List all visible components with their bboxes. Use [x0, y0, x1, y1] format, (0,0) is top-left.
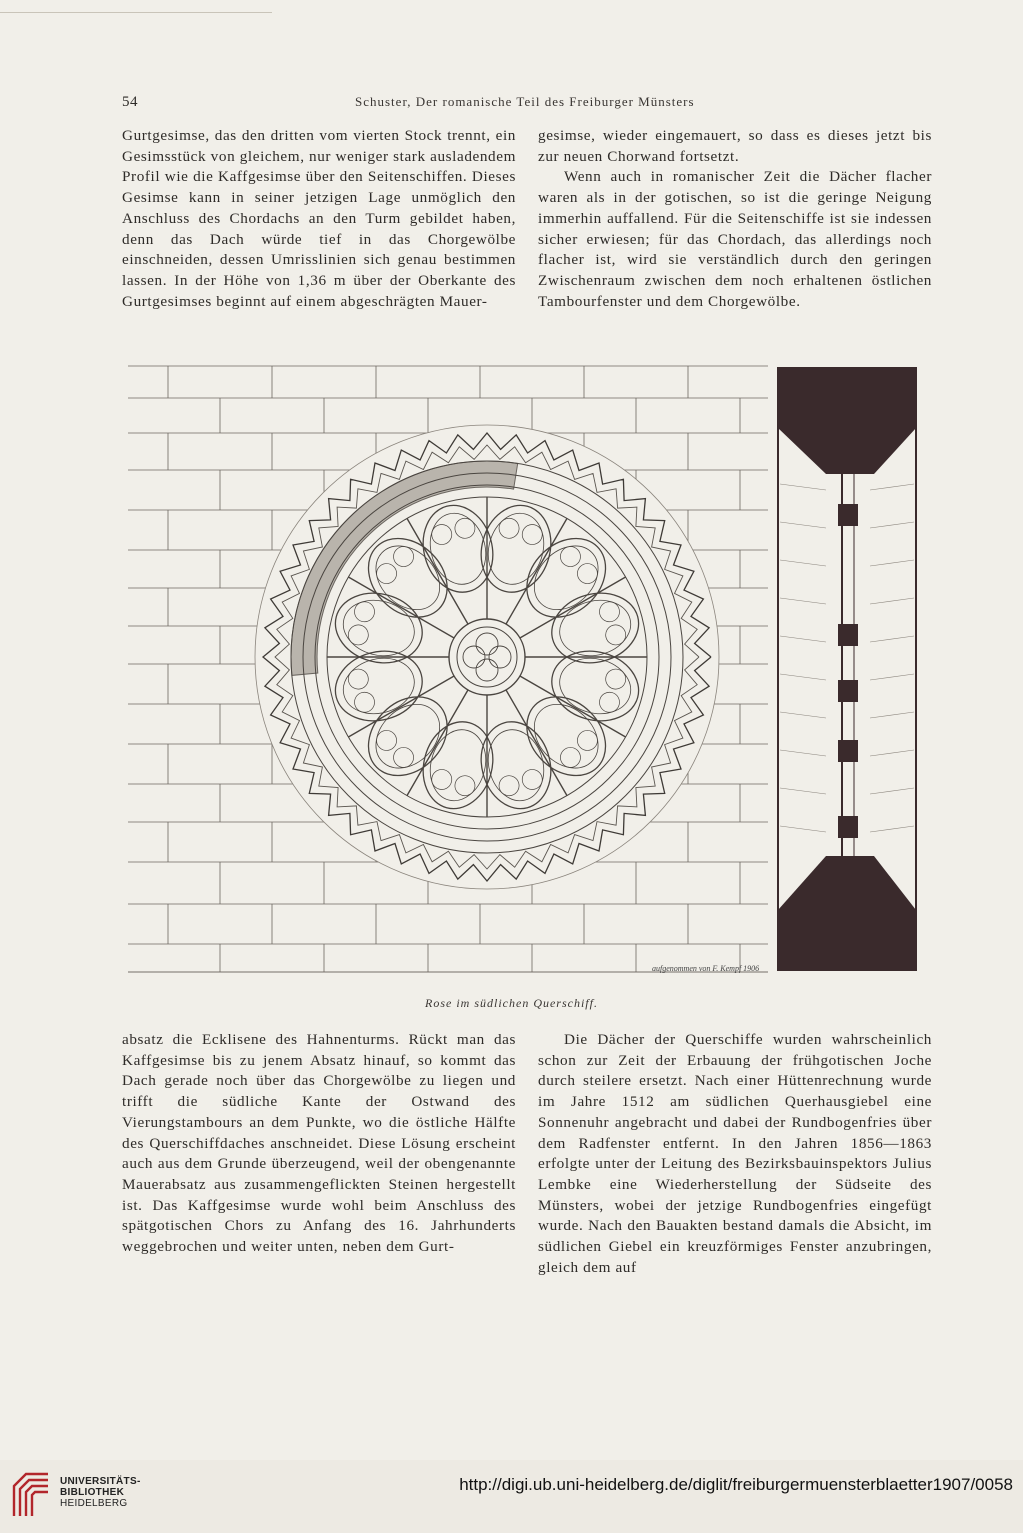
rose-hub [449, 619, 525, 695]
library-logo-icon [10, 1470, 52, 1518]
library-name-line: UNIVERSITÄTS- [60, 1476, 141, 1487]
drawing-credit: aufgenommen von F. Kempf 1906 [652, 964, 760, 973]
paragraph: Wenn auch in romanischer Zeit die Dächer flacher waren als in der gotischen, so ist die geringe Neigung immerhin auffallend. Für die Seitenschiffe ist sie indessen sicher erwiesen; für das Chordach, das allerdings noch flacher ist, wird sie verständlich durch den geringen Zwischenraum zwischen dem noch erhaltenen östlichen Tambourfenster und dem Chorgewölbe. [538, 168, 932, 310]
section-block [838, 680, 858, 702]
paragraph: gesimse, wieder eingemauert, so dass es dieses jetzt bis zur neuen Chorwand fortsetzt. [538, 127, 932, 165]
scan-edge-line [0, 12, 272, 13]
paragraph: Gurtgesimse, das den dritten vom vierten Stock trennt, ein Gesimsstück von gleichem, nur weniger stark ausladendem Profil wie die Kaffgesimse über den Seitenschiffen. Dieses Gesimse kann in seiner jetzigen Lage unmöglich den Anschluss des Chordachs an den Turm gebildet haben, denn das Dach würde tief in das Chorgewölbe einschneiden, dessen Umrisslinien sich genau bestimmen lassen. In der Höhe von 1,36 m über der Oberkante des Gurtgesimses beginnt auf einem abgeschrägten Mauer- [122, 127, 516, 310]
library-name-line: BIBLIOTHEK [60, 1487, 125, 1498]
section-block [838, 504, 858, 526]
source-url-link[interactable]: http://digi.ub.uni-heidelberg.de/diglit/freiburgermuensterblaetter1907/0058 [459, 1475, 1013, 1494]
rose-window-svg [128, 364, 930, 990]
text-column-top-right [538, 126, 932, 312]
text-column-bottom-left [122, 1030, 516, 1258]
section-block [838, 624, 858, 646]
figure-caption: Rose im südlichen Querschiff. [425, 996, 598, 1010]
library-name [60, 1476, 141, 1509]
paragraph: Die Dächer der Querschiffe wurden wahrscheinlich schon zur Zeit der Erbauung der frühgotischen Joche durch steilere ersetzt. Nach einer Hüttenrechnung wurde im Jahre 1512 am südlichen Querhausgiebel eine Sonnenuhr angebracht und dabei der Rundbogenfries über dem Radfenster entfernt. In den Jahren 1856—1863 erfolgte unter der Leitung des Bezirksbauinspektors Julius Lembke eine Wiederherstellung der Südseite des Münsters, wobei der jetzige Rundbogenfries eingefügt wurde. Nach den Bauakten bestand damals die Absicht, im südlichen Giebel ein kreuzförmiges Fenster anzubringen, gleich dem auf [538, 1031, 932, 1276]
text-column-bottom-right [538, 1030, 932, 1278]
library-name-line: HEIDELBERG [60, 1498, 128, 1509]
digitization-footer [0, 1460, 1023, 1533]
page-number: 54 [122, 94, 138, 110]
running-title: Schuster, Der romanische Teil des Freiburger Münsters [355, 94, 695, 109]
paragraph: absatz die Ecklisene des Hahnenturms. Rückt man das Kaffgesimse bis zu jenem Absatz hinauf, so kommt das Dach gerade noch über das Chorgewölbe zu liegen und trifft die südliche Kante der Ostwand des Vierungstambours an dem Punkte, wo die östliche Hälfte des Querschiffdaches anschneidet. Diese Lösung erscheint auch aus dem Grunde überzeugend, weil der obengenannte Mauerabsatz aus zusammengeflickten Steinen hergestellt ist. Das Kaffgesimse wurde wohl beim Anschluss des spätgotischen Chors zu Anfang des 16. Jahrhunderts weggebrochen und weiter unten, neben dem Gurt- [122, 1031, 516, 1256]
text-column-top-left [122, 126, 516, 312]
section-block [838, 816, 858, 838]
section-block [838, 740, 858, 762]
rose-window-drawing [128, 364, 930, 990]
